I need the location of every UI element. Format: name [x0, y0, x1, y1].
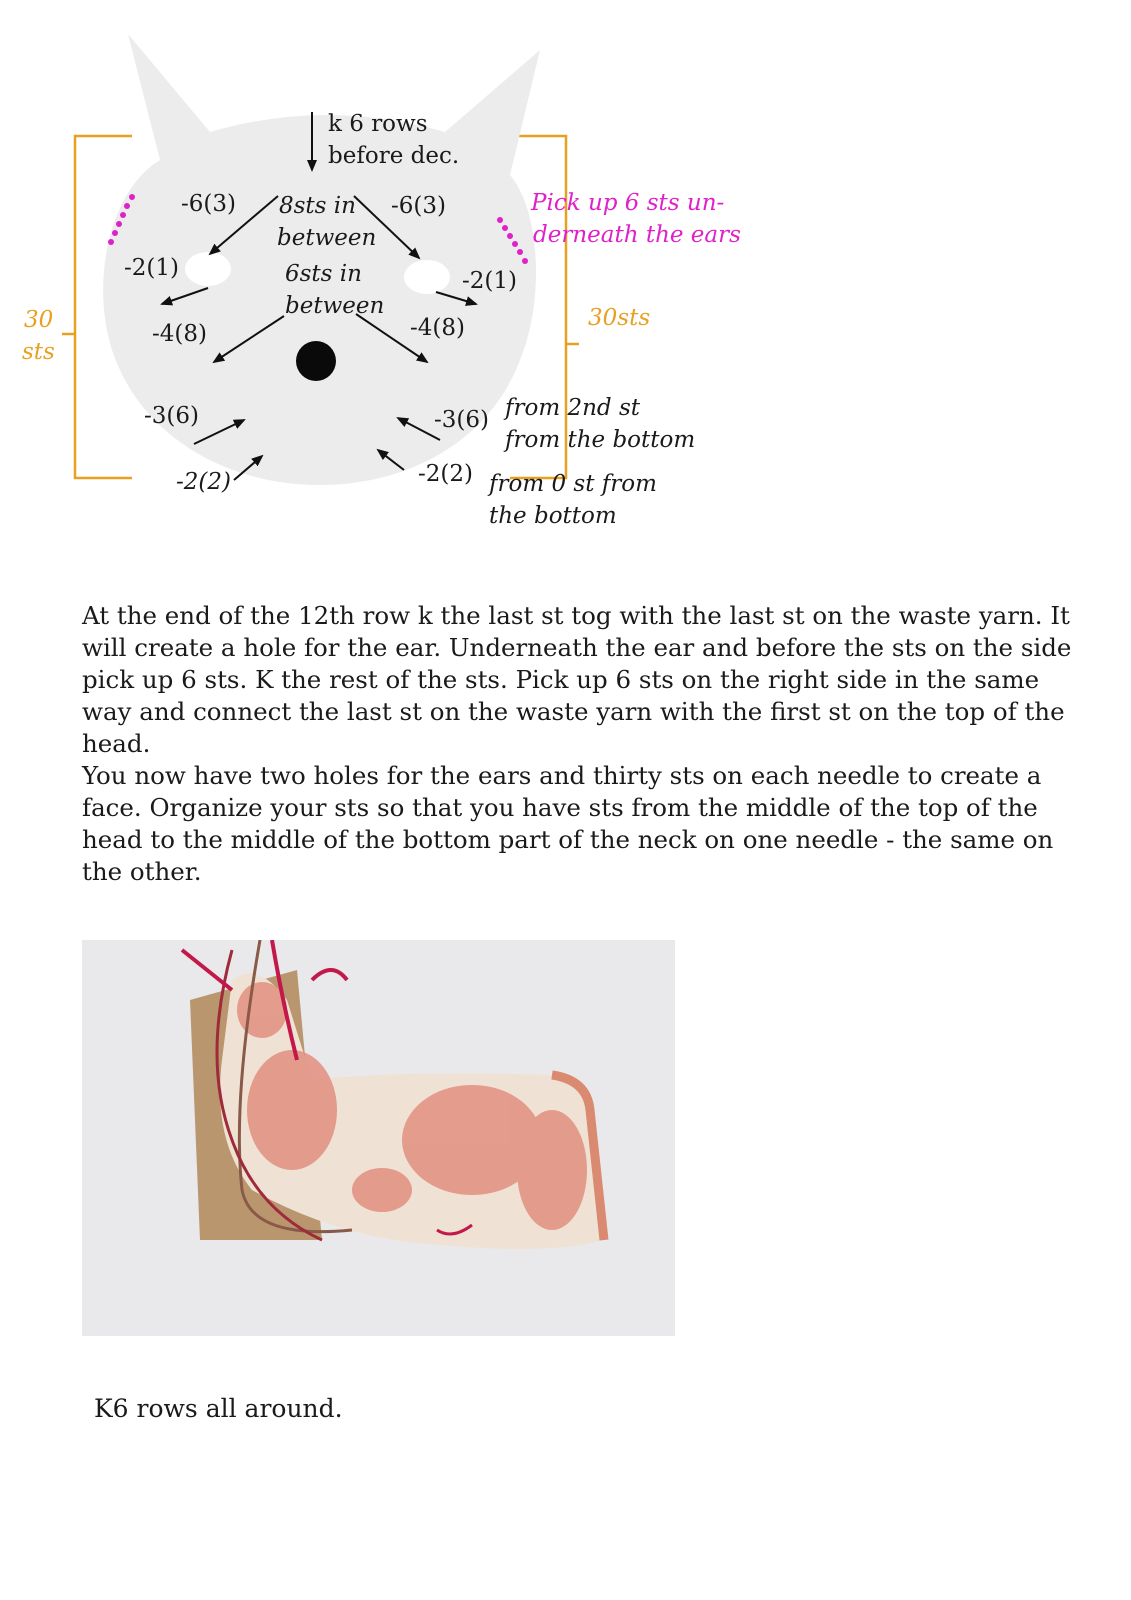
note-0-st-line2: the bottom [489, 503, 617, 529]
top-note-line1: k 6 rows [328, 111, 428, 137]
left-count-line2: sts [22, 339, 55, 365]
dec-left-eye: -2(1) [124, 255, 179, 281]
center-mid-line2: between [285, 293, 385, 319]
dec-left-mid: -4(8) [152, 321, 207, 347]
nose-dot [296, 341, 336, 381]
pickup-note-line1: Pick up 6 sts un- [531, 190, 725, 216]
left-eye-hole [185, 252, 231, 286]
knitting-photo [82, 940, 675, 1336]
knitted-piece-illustration [82, 940, 675, 1336]
right-eye-hole [404, 260, 450, 294]
dec-left-upper: -6(3) [181, 191, 236, 217]
instruction-text-2: You now have two holes for the ears and thirty sts on each needle to create a face. Organize your sts so that you have sts from the middle of the top of the head to the middle of the bottom part of the neck on one needle - the same on the other. [82, 761, 1054, 886]
note-2nd-st-line1: from 2nd st [505, 395, 641, 421]
dec-right-upper: -6(3) [391, 193, 446, 219]
dec-right-mid: -4(8) [410, 315, 465, 341]
dec-left-bottom: -2(2) [176, 469, 231, 495]
instruction-paragraph [82, 600, 1072, 888]
center-top-line2: between [277, 225, 377, 251]
dec-right-lower: -3(6) [434, 407, 489, 433]
pickup-note-line2: derneath the ears [533, 222, 741, 248]
note-2nd-st-line2: from the bottom [505, 427, 696, 453]
dec-left-lower: -3(6) [144, 403, 199, 429]
center-top-line1: 8sts in [279, 193, 356, 219]
left-count-line1: 30 [24, 307, 54, 333]
instruction-text-1: At the end of the 12th row k the last st tog with the last st on the waste yarn. It will create a hole for the ear. Underneath the ear and before the sts on the side pick up 6 sts. K the rest of the sts. Pick up 6 sts on the right side in the same way and connect the last st on the waste yarn with the first st on the top of the head. [82, 601, 1072, 758]
right-count: 30sts [588, 305, 651, 331]
dec-right-eye: -2(1) [462, 268, 517, 294]
center-mid-line1: 6sts in [285, 261, 362, 287]
note-0-st-line1: from 0 st from [489, 471, 657, 497]
top-note-line2: before dec. [328, 143, 460, 169]
closing-instruction: K6 rows all around. [94, 1394, 343, 1423]
cat-face-diagram [0, 0, 1131, 560]
dec-right-bottom: -2(2) [418, 461, 473, 487]
